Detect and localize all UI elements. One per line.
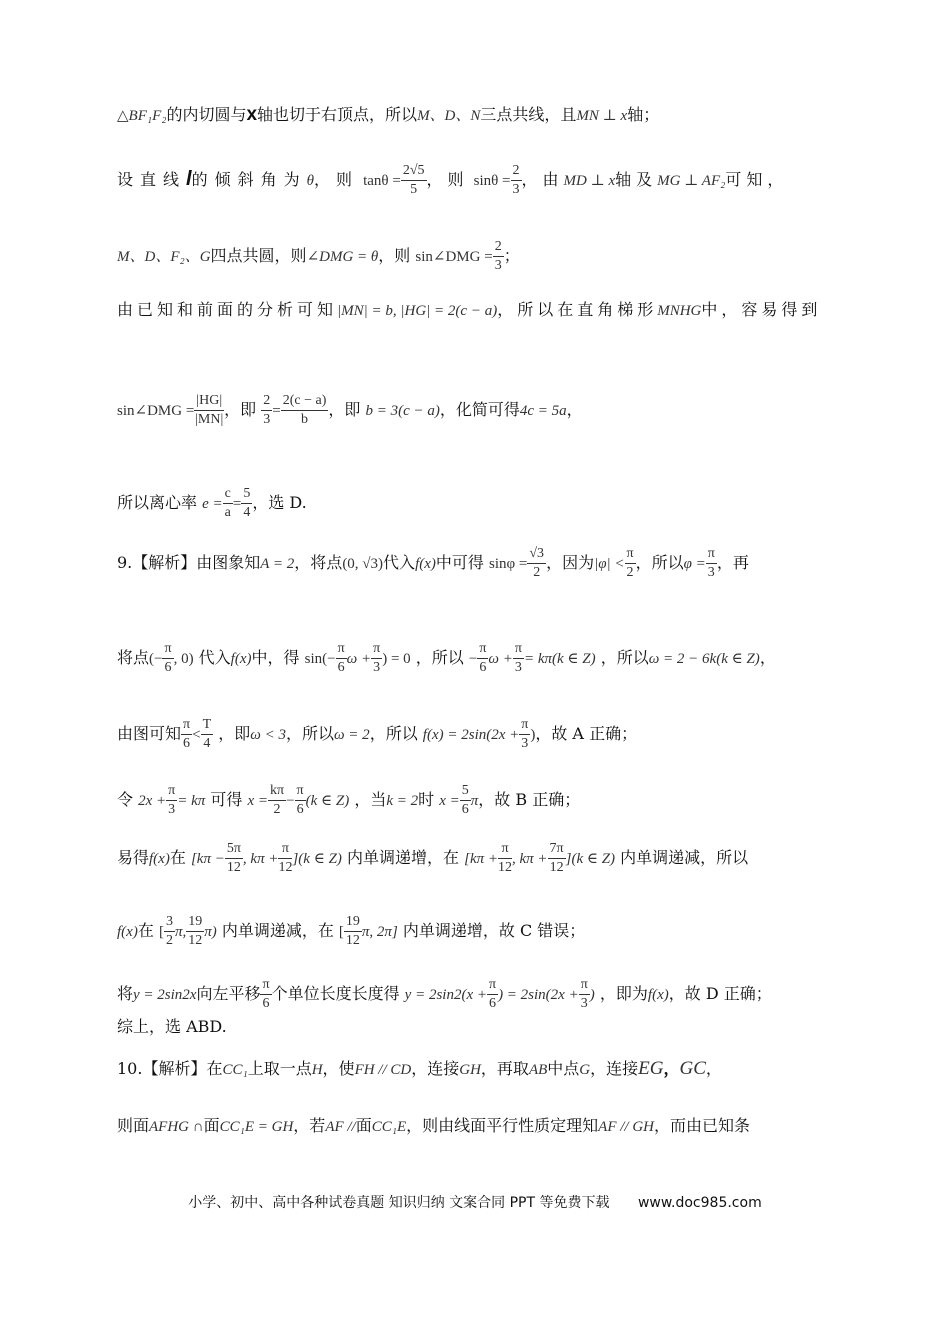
fraction: $\frac{√3}{2}$ <box>529 546 545 580</box>
math-expr: y = 2sin2(x + <box>404 987 487 1003</box>
text-run: ，而由已知条 <box>653 1116 750 1135</box>
text-run: 中可得 <box>435 553 484 572</box>
fraction: $\frac{2(c - a)}{b}$ <box>282 393 327 427</box>
text-run: ，即为 <box>599 984 648 1003</box>
math-expr: l <box>186 168 192 190</box>
math-expr: π <box>470 793 479 809</box>
text-line <box>117 238 830 275</box>
text-run: ，故 A 正确； <box>535 724 638 743</box>
math-expr: [kπ + <box>464 851 498 867</box>
fraction: $\frac{\pi}{3}$ <box>168 783 176 817</box>
text-run: 9.【解析】由图象知 <box>117 553 261 572</box>
math-expr: , kπ + <box>242 851 279 867</box>
text-run: 综上，选 ABD. <box>117 1017 227 1036</box>
text-run: 面 <box>355 1116 372 1135</box>
text-run: 时 <box>418 790 435 809</box>
text-run: 向左平移 <box>196 984 261 1003</box>
text-line <box>117 545 830 582</box>
math-expr: = <box>272 403 281 419</box>
text-run: ，所以在直角梯形 <box>497 300 658 319</box>
math-expr: sin∠DMG = <box>117 403 195 419</box>
math-expr: x = <box>439 793 460 809</box>
text-run: 在 <box>137 921 154 940</box>
text-line <box>117 840 830 877</box>
math-expr: x = <box>247 793 268 809</box>
text-run: 中点 <box>547 1059 580 1078</box>
text-run: ，再取 <box>480 1059 529 1078</box>
text-run: 内单调递减，在 <box>221 921 334 940</box>
text-run: ，即 <box>218 724 251 743</box>
fraction: $\frac{19}{12}$ <box>188 914 203 948</box>
math-expr: A = 2 <box>260 556 295 572</box>
text-run: ，将点 <box>294 553 343 572</box>
text-run: ， <box>759 648 776 667</box>
math-expr: , 0) <box>173 651 194 667</box>
text-run: 中，得 <box>251 648 300 667</box>
fraction: $\frac{\pi}{3}$ <box>521 717 529 751</box>
text-line <box>117 640 830 677</box>
text-run: ，所以 <box>285 724 334 743</box>
math-expr: , kπ + <box>512 851 548 867</box>
text-run: ，所以 <box>369 724 418 743</box>
fraction: $\frac{\pi}{6}$ <box>183 717 191 751</box>
text-line <box>117 1115 830 1138</box>
math-expr: π, 2π] <box>361 924 398 940</box>
text-run: 设直线 <box>117 170 187 189</box>
math-expr: M、D、F₂、G <box>117 249 211 265</box>
math-expr: f(x) <box>415 556 436 572</box>
math-expr: MD ⊥ x <box>563 173 616 189</box>
text-run: ，连接 <box>590 1059 639 1078</box>
fraction: $\frac{2}{3}$ <box>512 163 520 197</box>
math-expr: MG ⊥ AF₂ <box>657 173 726 189</box>
text-run: 内单调递减，所以 <box>620 848 749 867</box>
math-expr: (k ∈ Z) <box>305 793 350 809</box>
fraction: $\frac{\pi}{6}$ <box>164 641 172 675</box>
text-run: 四点共圆，则 <box>210 246 307 265</box>
math-expr: ) <box>589 987 595 1003</box>
math-expr: π) <box>204 924 217 940</box>
math-expr: sin∠DMG = <box>415 249 493 265</box>
math-expr: f(x) <box>117 924 138 940</box>
text-run: ，则由线面平行性质定理知 <box>406 1116 599 1135</box>
text-line <box>117 104 830 127</box>
text-run: ，使 <box>322 1059 355 1078</box>
text-run: 中，容易得到 <box>701 300 822 319</box>
math-expr: tanθ = <box>363 173 401 189</box>
fraction: $\frac{\pi}{6}$ <box>479 641 487 675</box>
math-expr: AF // GH <box>598 1119 654 1135</box>
math-expr: f(x) <box>230 651 252 667</box>
fraction: $\frac{19}{12}$ <box>345 914 360 948</box>
math-expr: ](k ∈ Z) <box>565 851 616 867</box>
text-run: ，故 B 正确； <box>478 790 581 809</box>
text-run: 内单调递增，故 C 错误； <box>402 921 586 940</box>
text-run: ，所以 <box>635 553 684 572</box>
math-expr: ∠DMG = θ <box>306 249 379 265</box>
math-expr: f(x) = 2sin(2x + <box>422 727 520 743</box>
text-run: 10.【解析】在 <box>117 1059 223 1078</box>
text-run: ，因为 <box>546 553 595 572</box>
text-run: 由已知和前面的分析可知 <box>117 300 338 319</box>
fraction: $\frac{2}{3}$ <box>494 239 502 273</box>
math-expr: CC₁ <box>222 1062 248 1078</box>
text-run: 可得 <box>210 790 243 809</box>
math-expr: CC₁E = GH <box>219 1119 294 1135</box>
text-run: ，则 <box>313 170 358 189</box>
text-run: 的内切圆与 <box>166 105 247 124</box>
math-expr: GH <box>459 1062 481 1078</box>
math-expr: θ <box>306 173 314 189</box>
footer-text: 小学、初中、高中各种试卷真题 知识归纳 文案合同 PPT 等免费下载 <box>188 1195 610 1211</box>
text-line <box>117 392 830 429</box>
math-expr: ) <box>530 727 536 743</box>
math-expr: ) = 2sin(2x + <box>498 987 579 1003</box>
text-line <box>117 976 830 1013</box>
math-expr: sin(− <box>304 651 336 667</box>
math-expr: 2x + <box>138 793 167 809</box>
text-line <box>117 485 830 522</box>
text-run: ，则 <box>378 246 411 265</box>
text-run: ，则 <box>426 170 469 189</box>
math-expr: ω < 3 <box>250 727 286 743</box>
fraction: $\frac{2}{3}$ <box>263 393 271 427</box>
math-expr: y = 2sin2x <box>133 987 197 1003</box>
math-expr: AB <box>528 1062 548 1078</box>
math-expr: x <box>246 104 258 125</box>
text-run: 代入 <box>198 648 231 667</box>
math-expr: e = <box>202 496 223 512</box>
text-run: ，所以 <box>600 648 649 667</box>
math-expr: = kπ(k ∈ Z) <box>523 651 596 667</box>
math-expr: FH // CD <box>354 1062 412 1078</box>
text-run: 轴也切于右顶点，所以 <box>257 105 418 124</box>
fraction: $\frac{\pi}{12}$ <box>498 841 512 875</box>
math-expr: M、D、N <box>417 108 481 124</box>
text-run: 将点 <box>117 648 150 667</box>
text-run: ，当 <box>354 790 387 809</box>
math-expr: MNHG <box>657 303 702 319</box>
text-run: ，化简可得 <box>439 400 520 419</box>
fraction: $\frac{5}{6}$ <box>461 783 469 817</box>
fraction: $\frac{\pi}{3}$ <box>707 546 715 580</box>
text-run: 的倾斜角为 <box>191 170 307 189</box>
math-expr: ω = 2 − 6k(k ∈ Z) <box>648 651 760 667</box>
text-run: ，若 <box>293 1116 326 1135</box>
text-run: 由图可知 <box>117 724 182 743</box>
fraction: $\frac{7\pi}{12}$ <box>549 841 564 875</box>
fraction: $\frac{\pi}{3}$ <box>580 977 588 1011</box>
fraction: $\frac{5\pi}{12}$ <box>226 841 241 875</box>
math-expr: GC <box>679 1058 706 1079</box>
math-expr: φ = <box>683 556 706 572</box>
math-expr: CC₁E <box>371 1119 407 1135</box>
fraction: $\frac{5}{4}$ <box>243 486 251 520</box>
fraction: $\frac{\pi}{3}$ <box>514 641 522 675</box>
math-expr: b = 3(c − a) <box>365 403 440 419</box>
fraction: $\frac{\pi}{3}$ <box>373 641 381 675</box>
math-expr: ](k ∈ Z) <box>292 851 342 867</box>
math-expr: f(x) <box>149 851 170 867</box>
text-run: ，所以 <box>415 648 464 667</box>
math-expr: sinφ = <box>489 556 528 572</box>
math-expr: △BF₁F₂ <box>117 108 167 124</box>
math-expr: |φ| < <box>594 556 625 572</box>
math-expr: 4c = 5a <box>519 403 567 419</box>
fraction: $\frac{k\pi}{2}$ <box>270 783 285 817</box>
text-run: ，连接 <box>411 1059 460 1078</box>
fraction: $\frac{3}{2}$ <box>165 914 173 948</box>
math-expr: − <box>286 793 295 809</box>
math-expr: EG <box>638 1058 664 1079</box>
fraction: $\frac{c}{a}$ <box>224 486 231 520</box>
text-run: ， <box>566 400 583 419</box>
math-expr: AFHG ∩ <box>149 1119 204 1135</box>
math-expr: [ <box>158 924 164 940</box>
math-expr: (0, √3) <box>342 556 384 572</box>
text-run: 个单位长度长度得 <box>271 984 400 1003</box>
text-run: ， <box>705 1059 722 1078</box>
fraction: $\frac{\pi}{6}$ <box>262 977 270 1011</box>
fraction: $\frac{T}{4}$ <box>202 717 212 751</box>
math-expr: ω + <box>346 651 372 667</box>
text-run: 可知， <box>725 170 789 189</box>
text-run: 在 <box>169 848 186 867</box>
text-run: 内单调递增，在 <box>347 848 460 867</box>
math-expr: |MN| = b, |HG| = 2(c − a) <box>337 303 498 319</box>
text-run: 所以离心率 <box>117 493 198 512</box>
text-run: ，即 <box>328 400 361 419</box>
text-run: 将 <box>117 984 134 1003</box>
text-run: 代入 <box>383 553 416 572</box>
math-expr: H <box>311 1062 323 1078</box>
text-line <box>117 299 830 322</box>
text-run: ， <box>663 1059 680 1078</box>
fraction: $\frac{\pi}{12}$ <box>278 841 293 875</box>
math-expr: (− <box>149 651 163 667</box>
math-expr: G <box>579 1062 591 1078</box>
fraction: $\frac{\pi}{2}$ <box>626 546 634 580</box>
math-expr: − <box>468 651 478 667</box>
math-expr: f(x) <box>647 987 669 1003</box>
page-footer <box>0 1192 950 1212</box>
math-expr: ) = 0 <box>382 651 411 667</box>
text-run: 令 <box>117 790 134 809</box>
text-line <box>117 1058 830 1081</box>
fraction: $\frac{2√5}{5}$ <box>402 163 425 197</box>
text-run: ，由 <box>521 170 564 189</box>
math-expr: π, <box>174 924 187 940</box>
fraction: $\frac{\pi}{6}$ <box>296 783 304 817</box>
text-run: 轴及 <box>615 170 658 189</box>
text-run: 轴； <box>627 105 660 124</box>
math-expr: [kπ − <box>190 851 225 867</box>
text-run: 三点共线，且 <box>480 105 577 124</box>
text-run: ，再 <box>716 553 749 572</box>
math-expr: [ <box>338 924 344 940</box>
fraction: $\frac{\pi}{6}$ <box>337 641 345 675</box>
text-line <box>117 162 830 199</box>
footer-url[interactable]: www.doc985.com <box>637 1195 762 1211</box>
text-run: 易得 <box>117 848 150 867</box>
text-line <box>117 1016 830 1038</box>
text-run: ，选 D. <box>252 493 307 512</box>
math-expr: = <box>232 496 242 512</box>
math-expr: ω = 2 <box>333 727 370 743</box>
text-run: 上取一点 <box>247 1059 312 1078</box>
math-expr: < <box>192 727 201 743</box>
fraction: $\frac{\pi}{6}$ <box>488 977 497 1011</box>
text-run: ，即 <box>224 400 257 419</box>
text-run: ，故 D 正确； <box>668 984 772 1003</box>
math-expr: sinθ = <box>473 173 511 189</box>
text-run: 则面 <box>117 1116 150 1135</box>
text-run: 面 <box>203 1116 220 1135</box>
math-expr: = kπ <box>177 793 206 809</box>
math-expr: MN ⊥ x <box>576 108 628 124</box>
text-run: ； <box>503 246 520 265</box>
math-expr: ω + <box>488 651 513 667</box>
math-expr: k = 2 <box>386 793 419 809</box>
math-expr: AF // <box>325 1119 356 1135</box>
text-line <box>117 782 830 819</box>
text-line <box>117 716 830 753</box>
text-line <box>117 913 830 950</box>
fraction: $\frac{|HG|}{|MN|}$ <box>195 393 224 427</box>
